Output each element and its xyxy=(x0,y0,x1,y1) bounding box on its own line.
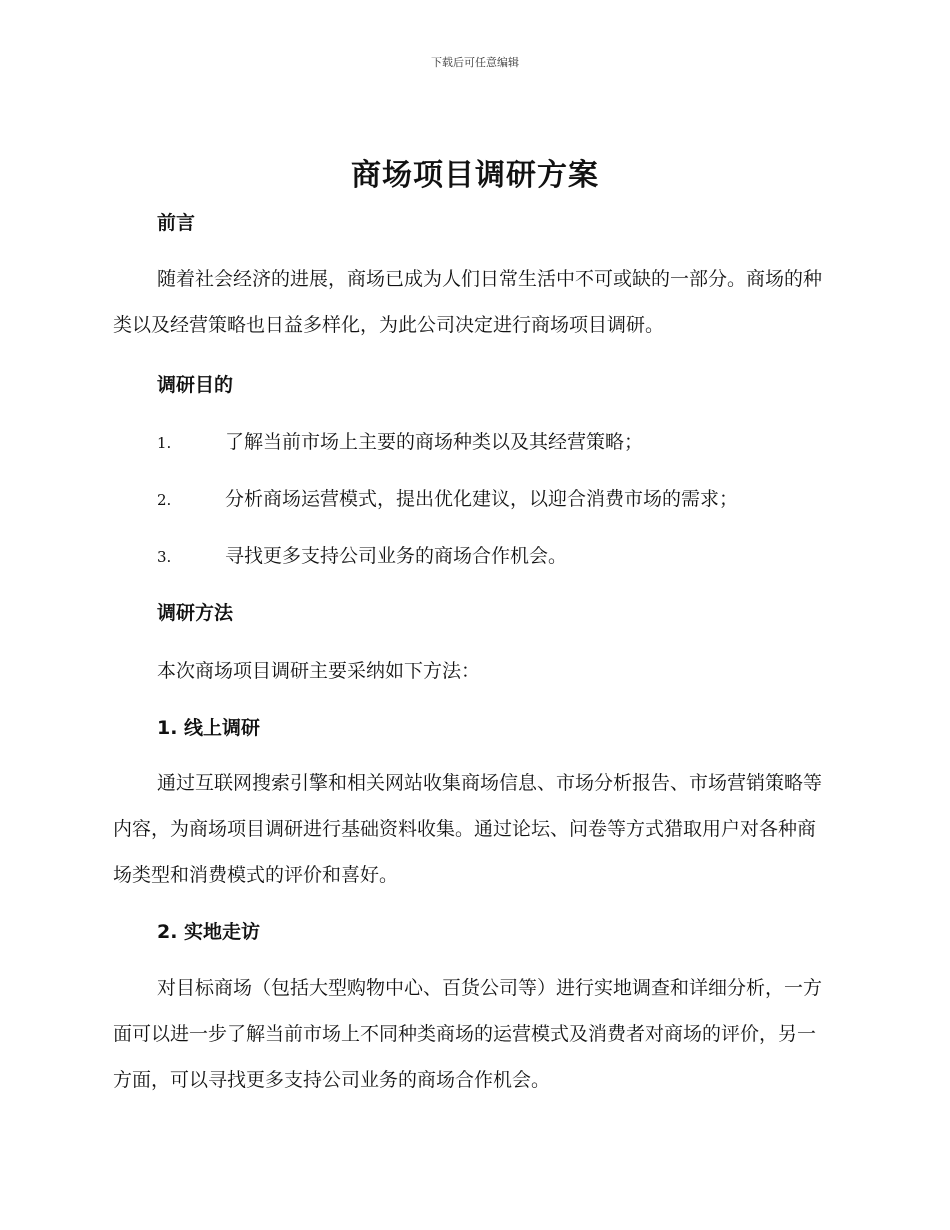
subheading-field: 2. 实地走访 xyxy=(157,921,261,943)
field-paragraph: 对目标商场（包括大型购物中心、百货公司等）进行实地调查和详细分析，一方面可以进一步了解当前市场上不同种类商场的运营模式及消费者对商场的评价，另一方面，可以寻找更多支持公司业务的商场合作机会。 xyxy=(113,977,823,1091)
section-heading-purpose: 调研目的 xyxy=(157,374,234,396)
method-intro: 本次商场项目调研主要采纳如下方法： xyxy=(157,660,481,682)
page-header: 下载后可任意编辑 xyxy=(431,56,519,69)
online-paragraph: 通过互联网搜索引擎和相关网站收集商场信息、市场分析报告、市场营销策略等内容，为商场项目调研进行基础资料收集。通过论坛、问卷等方式猎取用户对各种商场类型和消费模式的评价和喜好。 xyxy=(113,772,823,886)
purpose-list-item xyxy=(157,427,837,454)
section-heading-intro: 前言 xyxy=(157,212,196,234)
list-text: 了解当前市场上主要的商场种类以及其经营策略； xyxy=(225,431,644,453)
section-heading-method: 调研方法 xyxy=(157,602,234,624)
purpose-list-item xyxy=(157,484,837,511)
list-number: 3. xyxy=(157,548,172,566)
subheading-online: 1. 线上调研 xyxy=(157,717,261,739)
document-title: 商场项目调研方案 xyxy=(351,158,599,193)
intro-paragraph: 随着社会经济的进展，商场已成为人们日常生活中不可或缺的一部分。商场的种类以及经营策略也日益多样化，为此公司决定进行商场项目调研。 xyxy=(113,268,823,336)
list-number: 1. xyxy=(157,434,172,452)
list-text: 寻找更多支持公司业务的商场合作机会。 xyxy=(225,545,568,567)
list-text: 分析商场运营模式，提出优化建议，以迎合消费市场的需求； xyxy=(225,488,739,510)
purpose-list-item xyxy=(157,541,837,568)
list-number: 2. xyxy=(157,491,172,509)
